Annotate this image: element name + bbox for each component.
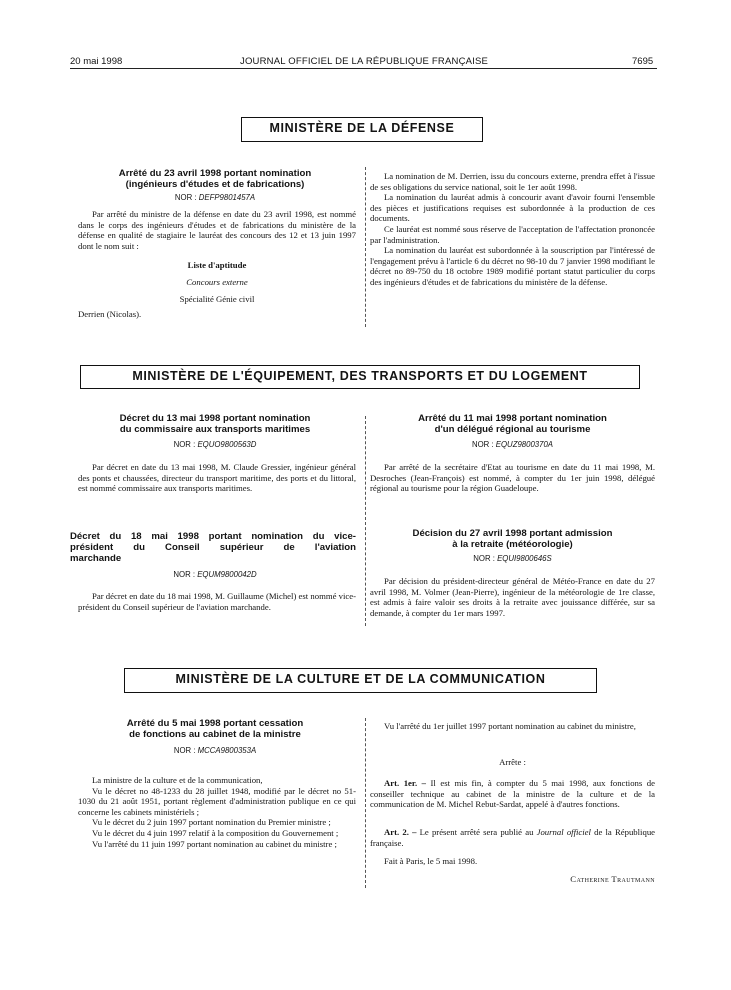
decision-body xyxy=(370,576,655,618)
column-divider xyxy=(365,416,366,626)
paragraph: Par décision du président-directeur général de Météo-France en date du 27 avril 1998, M. Volmer (Jean-Pierre), ingénieur de la météorologie de 1re classe, est admis à faire valoir ses droits à la retraite avec jouissance différée, sur sa demande, à compter du 1er mars 1997. xyxy=(370,576,655,618)
article-text: Il est mis fin, à compter du 5 mai 1998, aux fonctions de conseiller technique au cabinet de la ministre de la culture et de la communication de M. Michel Rebut-Sardat, appelé à d'autres fonctions. xyxy=(370,778,655,810)
paragraph: La nomination de M. Derrien, issu du concours externe, prendra effet à l'issue de ses obligations du service national, soit le 1er août 1998. xyxy=(370,171,655,192)
paragraph: La ministre de la culture et de la communication, xyxy=(92,775,263,785)
paragraph: Vu le décret no 48-1233 du 28 juillet 1948, modifié par le décret no 51-1030 du 21 août 1951, portant règlement d'administration publique en ce qui concerne les cabinets ministériels ; xyxy=(78,785,356,817)
nor-label: NOR : xyxy=(173,570,198,579)
arrete-title-line: Arrêté du 23 avril 1998 portant nomination xyxy=(118,168,312,179)
ministry-heading-equipement: MINISTÈRE DE L'ÉQUIPEMENT, DES TRANSPORTS ET DU LOGEMENT xyxy=(80,365,640,389)
header-journal-title: JOURNAL OFFICIEL DE LA RÉPUBLIQUE FRANÇAISE xyxy=(240,56,489,67)
arrete-title xyxy=(74,718,356,740)
nor-code: EQUI9800646S xyxy=(497,554,552,563)
decision-title-line: à la retraite (météorologie) xyxy=(452,539,573,550)
article-2 xyxy=(370,827,655,848)
article-label: Art. 1er. – xyxy=(384,778,426,788)
nor-label: NOR : xyxy=(173,746,198,755)
column-divider xyxy=(365,167,366,327)
paragraph: Par arrêté du ministre de la défense en date du 23 avril 1998, est nommé dans le corps des ingénieurs d'études et de fabrications du ministère de la défense en qualité de stagiaire le lauréat des concours des 12 et 13 juin 1997 dont le nom suit : xyxy=(78,209,356,251)
arrete-title xyxy=(370,413,655,435)
decret-title-line: marchande xyxy=(70,553,122,564)
ministry-heading-defense: MINISTÈRE DE LA DÉFENSE xyxy=(241,117,483,142)
nor-label: NOR : xyxy=(473,554,498,563)
nor-label: NOR : xyxy=(174,193,199,202)
nor-code: DEFP9801457A xyxy=(198,193,256,202)
ministry-heading-culture: MINISTÈRE DE LA CULTURE ET DE LA COMMUNICATION xyxy=(124,668,597,693)
nor-code: EQUO9800563D xyxy=(197,440,257,449)
arrete-visas xyxy=(78,775,356,849)
decret-body xyxy=(78,591,356,612)
header-rule xyxy=(70,68,657,69)
article-text: Le présent arrêté sera publié au xyxy=(419,827,537,837)
arrete-body xyxy=(78,209,356,251)
paragraph: La nomination du lauréat admis à concourir avant d'avoir fourni l'ensemble des pièces et justifications requises est subordonnée à la production de ces documents. xyxy=(370,192,655,224)
specialty: Spécialité Génie civil xyxy=(179,294,255,304)
nor-label: NOR : xyxy=(173,440,198,449)
decret-body xyxy=(78,462,356,494)
nor-code: EQUM9800042D xyxy=(197,570,257,579)
arrete-conditions xyxy=(370,171,655,288)
arrete-title-line: Arrêté du 11 mai 1998 portant nomination xyxy=(418,413,607,424)
nor-reference xyxy=(74,440,356,449)
arrete-title-line: d'un délégué régional au tourisme xyxy=(434,424,591,435)
paragraph: Vu le décret du 4 juin 1997 relatif à la composition du Gouvernement ; xyxy=(92,827,339,838)
arrete-keyword: Arrête : xyxy=(499,757,526,767)
article-1 xyxy=(370,778,655,810)
arrete-body xyxy=(370,462,655,494)
decret-title xyxy=(70,531,356,564)
decret-title-line: Décret du 13 mai 1998 portant nomination xyxy=(119,413,311,424)
paragraph: Vu l'arrêté du 11 juin 1997 portant nomination au cabinet du ministre ; xyxy=(92,838,337,849)
column-divider xyxy=(365,718,366,888)
decret-title-line: du commissaire aux transports maritimes xyxy=(119,424,311,435)
nor-code: MCCA9800353A xyxy=(197,746,257,755)
paragraph: Vu le décret du 2 juin 1997 portant nomination du Premier ministre ; xyxy=(92,817,331,828)
list-heading: Liste d'aptitude xyxy=(187,260,247,270)
arrete-title-line: (ingénieurs d'études et de fabrications) xyxy=(125,179,305,190)
paragraph: Ce lauréat est nommé sous réserve de l'acceptation de l'affectation prononcée par l'administration. xyxy=(370,223,655,245)
decret-title-line: président du Conseil supérieur de l'aviation xyxy=(70,542,356,553)
signature: Catherine Trautmann xyxy=(570,874,655,884)
signature-place-date xyxy=(370,856,655,867)
article-text-italic: Journal officiel xyxy=(536,827,591,837)
arrete-title xyxy=(74,168,356,190)
laureate-name: Derrien (Nicolas). xyxy=(78,309,142,319)
paragraph: Fait à Paris, le 5 mai 1998. xyxy=(384,856,478,866)
nor-reference xyxy=(74,570,356,579)
decret-title xyxy=(74,413,356,435)
nor-label: NOR : xyxy=(471,440,496,449)
decision-title xyxy=(370,528,655,550)
paragraph: Par décret en date du 13 mai 1998, M. Claude Gressier, ingénieur général des ponts et chaussées, directeur du transport maritime, des ports et du littoral, est nommé commissaire aux transports maritimes. xyxy=(78,462,356,494)
header-date: 20 mai 1998 xyxy=(70,56,123,67)
article-text: de la République française. xyxy=(370,827,656,848)
arrete-title-line: de fonctions au cabinet de la ministre xyxy=(129,729,301,740)
arrete-visa xyxy=(370,721,655,732)
nor-reference xyxy=(74,746,356,755)
article-label: Art. 2. – xyxy=(384,827,417,837)
paragraph: Par décret en date du 18 mai 1998, M. Guillaume (Michel) est nommé vice-président du Conseil supérieur de l'aviation marchande. xyxy=(78,591,356,612)
paragraph: Par arrêté de la secrétaire d'Etat au tourisme en date du 11 mai 1998, M. Desroches (Jean-François) est nommé, à compter du 1er juin 1998, délégué régional au tourisme pour la région Guadeloupe. xyxy=(370,462,655,494)
nor-code: EQUZ9800370A xyxy=(495,440,554,449)
nor-reference xyxy=(74,193,356,202)
paragraph: Vu l'arrêté du 1er juillet 1997 portant nomination au cabinet du ministre, xyxy=(384,721,636,731)
nor-reference xyxy=(370,554,655,563)
list-subheading: Concours externe xyxy=(186,277,248,287)
arrete-title-line: Arrêté du 5 mai 1998 portant cessation xyxy=(126,718,304,729)
decret-title-line: Décret du 18 mai 1998 portant nomination du vice- xyxy=(70,531,356,542)
header-page-number: 7695 xyxy=(632,56,654,67)
decision-title-line: Décision du 27 avril 1998 portant admission xyxy=(412,528,613,539)
nor-reference xyxy=(370,440,655,449)
paragraph: La nomination du lauréat est subordonnée à la souscription par l'intéressé de l'engagement prévu à l'article 6 du décret no 98-10 du 7 janvier 1998 modifiant le décret no 89-750 du 18 octobre 1989 modifié portant statut particulier du corps des ingénieurs d'études et de fabrications du ministère de la défense. xyxy=(370,245,655,287)
